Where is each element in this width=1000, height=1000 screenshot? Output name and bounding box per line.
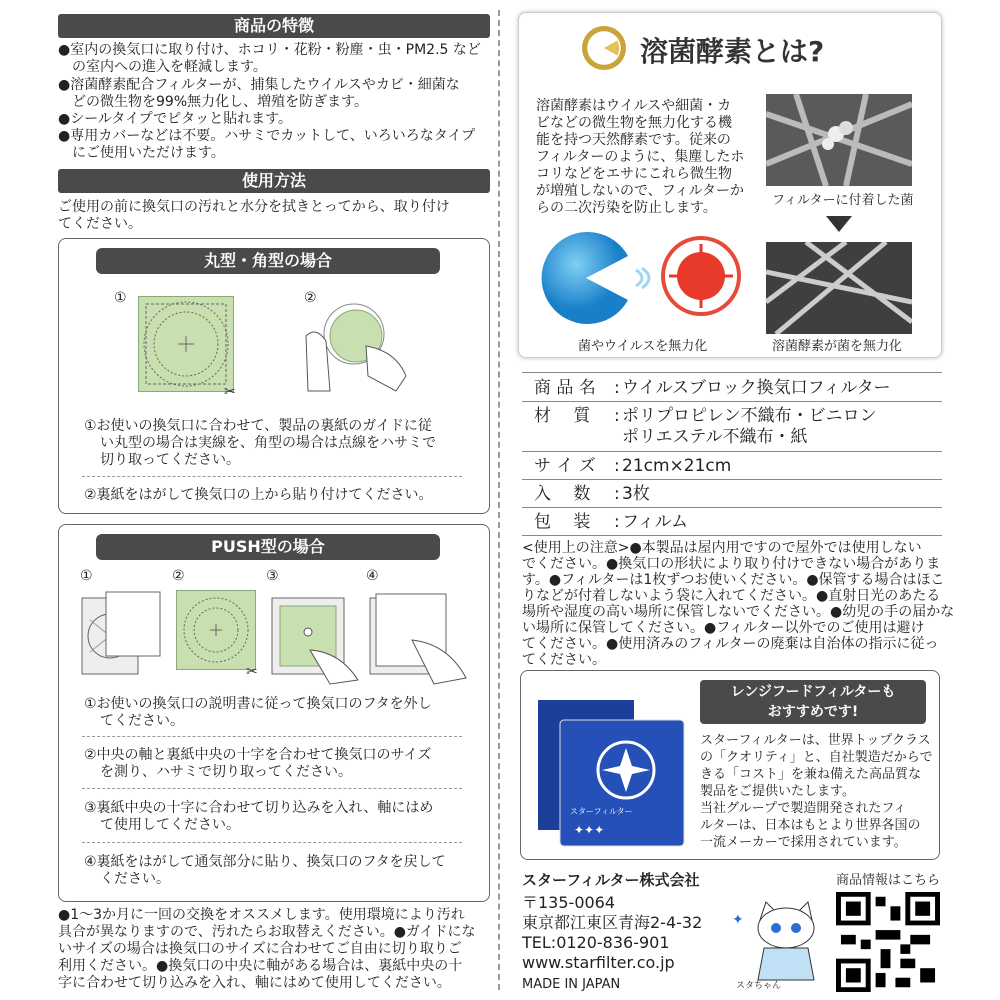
mascot-name: スタちゃん (736, 981, 782, 991)
spec-table-top (522, 372, 942, 373)
pacman-virus-illustration (536, 226, 750, 332)
round-type-header: 丸型・角型の場合 (96, 248, 440, 274)
hands-attach-illustration (296, 296, 416, 396)
round-type-box (58, 238, 490, 514)
round-step1-number: ① (114, 290, 127, 306)
company-name: スターフィルター株式会社 (522, 871, 700, 889)
micrograph-caption-top: フィルターに付着した菌 (772, 193, 914, 208)
caption-left: 菌やウイルスを無力化 (578, 339, 708, 354)
qr-code[interactable] (836, 892, 940, 992)
spec-row-name: 商 品 名 : ウイルスブロック換気口フィルター (522, 374, 942, 402)
round-step2-number: ② (304, 290, 317, 306)
range-hood-header: レンジフードフィルターも おすすめです! (700, 680, 926, 724)
push-cut-guide (176, 590, 266, 680)
company-url[interactable]: www.starfilter.co.jp (522, 953, 675, 972)
separator (82, 788, 462, 789)
spec-row-size: サ イ ズ : 21cm×21cm (522, 452, 942, 480)
cut-guide-illustration (138, 296, 238, 401)
round-step2-text: ②裏紙をはがして換気口の上から貼り付けてください。 (84, 487, 433, 503)
usage-text-1: ご使用の前に換気口の汚れと水分を拭きとってから、取り付け (58, 199, 450, 215)
push-insert-illustration (270, 590, 360, 686)
features-header: 商品の特徴 (58, 14, 490, 38)
svg-text:スターフィルター: スターフィルター (570, 807, 633, 816)
push-step2-number: ② (172, 568, 185, 584)
separator (82, 476, 462, 477)
enzyme-title: 溶菌酵素とは? (640, 35, 825, 68)
separator (82, 842, 462, 843)
spec-row-packaging: 包 装 : フィルム (522, 508, 942, 536)
usage-text-2: てください。 (58, 216, 142, 232)
push-cover-back-illustration (368, 590, 468, 686)
usage-header: 使用方法 (58, 169, 490, 193)
push-step4-number: ④ (366, 568, 379, 584)
gold-medal-icon (580, 24, 628, 72)
company-postal: 〒135-0064 (522, 893, 616, 912)
company-tel: TEL:0120-836-901 (522, 933, 670, 952)
svg-text:✦✦✦: ✦✦✦ (574, 823, 605, 837)
svg-text:✂: ✂ (246, 664, 258, 680)
qr-label: 商品情報はこちら (836, 873, 941, 888)
range-hood-package-illustration (530, 686, 690, 852)
company-address: 東京都江東区青海2-4-32 (522, 913, 703, 932)
spec-row-material: 材 質 : ポリプロピレン不織布・ビニロン ポリエステル不織布・紙 (522, 402, 942, 452)
caption-right: 溶菌酵素が菌を無力化 (772, 339, 903, 354)
cat-mascot-illustration (730, 890, 830, 990)
separator (82, 736, 462, 737)
svg-text:✦: ✦ (732, 912, 744, 928)
push-type-header: PUSH型の場合 (96, 534, 440, 560)
bacteria-micrograph (766, 94, 912, 186)
vent-cover-removal-illustration (80, 590, 164, 680)
push-step3-number: ③ (266, 568, 279, 584)
column-divider (498, 10, 500, 990)
svg-text:✂: ✂ (224, 384, 236, 400)
spec-row-quantity: 入 数 : 3枚 (522, 480, 942, 508)
made-in-japan: MADE IN JAPAN (522, 977, 621, 992)
down-arrow-icon (826, 216, 852, 232)
enzyme-micrograph (766, 242, 912, 334)
push-step1-number: ① (80, 568, 93, 584)
